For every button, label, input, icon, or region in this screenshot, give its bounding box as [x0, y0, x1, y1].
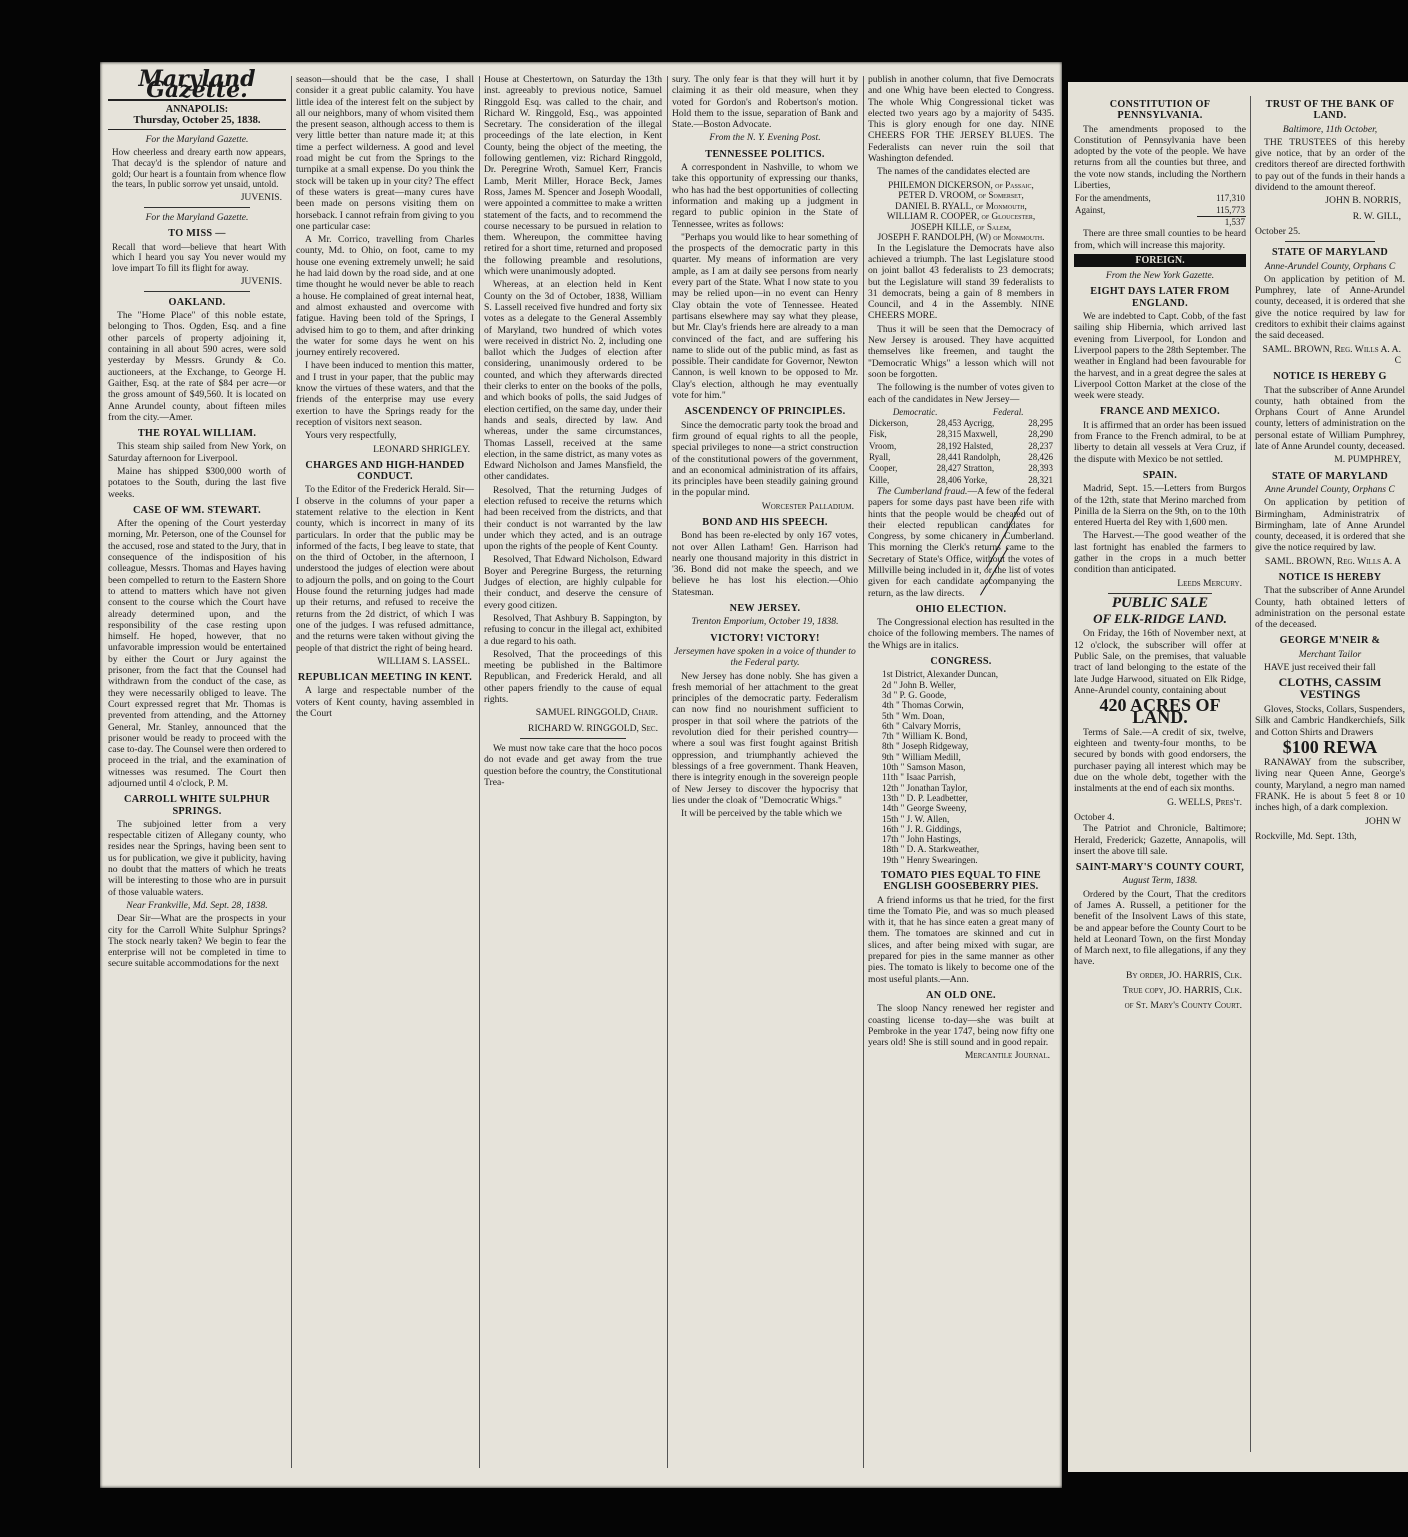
court-signature-2: True copy, JO. HARRIS, Clk. — [1122, 985, 1242, 997]
votes-cell: Kille, — [869, 474, 890, 485]
column-3 — [484, 74, 662, 1476]
tailor-subheading: Merchant Tailor — [1298, 648, 1362, 660]
poem1-intro: For the Maryland Gazette. — [145, 134, 249, 146]
acres-heading: 420 ACRES OF LAND. — [1099, 695, 1221, 727]
kent-resolved-1: Resolved, That the returning Judges of election refused to receive the returns which had been received from the districts, and that their conduct is not warranted by the law under which they acted, and is an outrage upon the rights of the people of Kent County. — [484, 484, 662, 553]
masthead-date: Thursday, October 25, 1838. — [108, 115, 286, 130]
kent-chair-signature: SAMUEL RINGGOLD, Chair. — [535, 707, 658, 719]
divider — [144, 291, 251, 292]
state-signature: SAML. BROWN, Reg. Wills A. A. C — [1262, 343, 1401, 366]
harvest-source: Leeds Mercury. — [1177, 577, 1242, 589]
trust-signature-2: R. W. GILL, — [1352, 210, 1401, 222]
ohio-member: 15th " J. W. Allen, — [882, 813, 950, 824]
votes-cell: Randolph, — [963, 452, 1001, 463]
poem2-text: Recall that word—believe that heart With which I heard you say You never would my love impart To fill its flight for away. — [112, 241, 286, 273]
ohio-member: 10th " Samson Mason, — [882, 762, 966, 773]
votes-table — [868, 407, 1054, 486]
spain-article: Madrid, Sept. 15.—Letters from Burgos of the 12th, state that Merino marched from Pinilla de la Sierra on the 9th, on to the 10th entered Huerta del Rey with 1,600 men. — [1074, 483, 1246, 529]
votes-cell: Maxwell, — [963, 429, 998, 440]
carroll-date: Near Frankville, Md. Sept. 28, 1838. — [126, 899, 268, 911]
stewart-heading: CASE OF WM. STEWART. — [132, 504, 261, 516]
vote-against-count: 115,773 — [1197, 205, 1246, 217]
treasury-article: We must now take care that the hoco pocos do not evade and get away from the true question before the country, the Constitutional Trea- — [484, 742, 662, 788]
cumberland-heading: The Cumberland fraud. — [877, 485, 968, 497]
tennessee-source: From the N. Y. Evening Post. — [709, 132, 821, 144]
new-jersey-article: New Jersey has done nobly. She has given a fresh memorial of her attachment to the great principles of the democratic party. Federalism can now find no nourishment sufficient to prosper in that soil where the patriots of the revolution died for their perished country—where a soul was first fought against British oppression, and triumphantly achieved the blessings of a free government. Thank Heaven, there is integrity enough in the sovereign people of New Jersey to discover the hypocrisy that lies under the cloak of "Democratic Whigs." — [672, 670, 858, 806]
springs-closing: Yours very respectfully, — [305, 430, 397, 442]
votes-cell: 28,315 — [936, 429, 962, 440]
sale-reprint: The Patriot and Chronicle, Baltimore; Herald, Frederick; Gazette, Annapolis, will insert the above till sale. — [1074, 823, 1246, 857]
votes-cell: 28,453 — [936, 418, 962, 429]
votes-row — [868, 463, 1054, 474]
candidates-list — [868, 180, 1054, 243]
pennsylvania-article: The amendments proposed to the Constitution of Pennsylvania have been adopted by the vote of the people. We have returns from all the counties but three, and the vote now stands, including the Northern Liberties, — [1074, 123, 1246, 192]
court-order: Ordered by the Court, That the creditors of James A. Russell, a petitioner for the benefit of the Insolvent Laws of this state, be and appear before the County Court to be held at Leonard Town, on the first Monday of March next, to file allegations, if any they have. — [1074, 888, 1246, 968]
ohio-member: 13th " D. P. Leadbetter, — [882, 792, 968, 803]
public-sale-heading: PUBLIC SALE — [1111, 594, 1209, 611]
ascendency-source: Worcester Palladium. — [761, 500, 854, 512]
england-heading: EIGHT DAYS LATER FROM ENGLAND. — [1090, 286, 1230, 309]
foreign-source: From the New York Gazette. — [1105, 270, 1215, 282]
column-rule — [291, 76, 292, 1468]
votes-cell: 28,406 — [936, 474, 962, 485]
foreign-heading: FOREIGN. — [1074, 254, 1246, 267]
votes-cell: Dickerson, — [869, 418, 909, 429]
trust-heading: TRUST OF THE BANK OF LAND. — [1265, 99, 1395, 122]
pennsylvania-heading: CONSTITUTION OF PENNSYLVANIA. — [1109, 99, 1211, 122]
carroll-letter: Dear Sir—What are the prospects in your city for the Carroll White Sulphur Springs? The stock nearly taken? We begin to fear the enterprise will not be completed in time to secure suitable accommodations for the next — [108, 913, 286, 970]
vote-for-count: 117,310 — [1216, 193, 1245, 204]
votes-header-democratic: Democratic. — [892, 406, 938, 417]
victory-subheading: Jerseymen have spoken in a voice of thunder to the Federal party. — [674, 645, 856, 669]
ascendency-article: Since the democratic party took the broad and firm ground of equal rights to all the people, special privileges to none—a strict construction of the constitutional powers of the government, and an economical administration of its affairs, its principles have been steadily gaining ground in the popular mind. — [672, 419, 858, 499]
treasury-continued: sury. The only fear is that they will hurt it by claiming it as their old measure, when they voted for Gordon's and Robertson's motion. Hold them to the issue, separation of Bank and State.—Boston Advocate. — [672, 74, 858, 131]
column-1 — [108, 66, 286, 1476]
france-mexico-heading: FRANCE AND MEXICO. — [1099, 406, 1220, 418]
pennsylvania-vote-table — [1074, 193, 1246, 228]
victory-heading: VICTORY! VICTORY! — [710, 632, 820, 644]
bond-article: Bond has been re-elected by only 167 votes, not over Allen Latham! Gen. Harrison had nearly one thousand majority in this district in '36. Bond did not make the speech, and we believe he has lost his election.—Ohio Statesman. — [672, 530, 858, 598]
charges-article: To the Editor of the Frederick Herald. Sir—I observe in the columns of your paper a statement relative to the election in Kent county, which is incorrect in many of its particulars. In order that the public may be informed of the facts, I beg leave to state, that on the third of October, in the afternoon, I understood the judges of election were about to adjourn the polls, and on going to the Court House found the returning judges had made up their returns, and refused to receive the returns from the 2d district, of which I was one of the judges. I was refused admittance, and the returns were taken without giving the people of that district the right of being heard. — [296, 484, 474, 654]
candidate-name: DANIEL B. RYALL, of Monmouth, — [895, 200, 1027, 211]
kent-secretary-signature: RICHARD W. RINGGOLD, Sec. — [528, 722, 658, 734]
cumberland-article — [868, 486, 1054, 599]
ohio-member: 7th " William K. Bond, — [882, 731, 968, 742]
kent-resolved-2: Resolved, That Edward Nicholson, Edward Boyer and Peregrine Burgess, the returning Judges of election, are highly culpable for their conduct, and deserve the censure of every good citizen. — [484, 554, 662, 611]
bond-heading: BOND AND HIS SPEECH. — [702, 516, 828, 528]
court-signature-1: By order, JO. HARRIS, Clk. — [1126, 969, 1242, 981]
royal-william-article: This steam ship sailed from New York, on Saturday afternoon for Liverpool. — [108, 441, 286, 464]
votes-row — [868, 475, 1054, 486]
trust-notice: THE TRUSTEES of this hereby give notice, that by an order of the creditors thereof are directed forthwith to pay out of the funds in their hands a dividend to the amount thereof. — [1255, 136, 1405, 194]
votes-cell: Aycrigg, — [963, 418, 995, 429]
new-jersey-source: Trenton Emporium, October 19, 1838. — [691, 616, 839, 628]
votes-cell: Fisk, — [869, 429, 887, 440]
tomato-article: A friend informs us that he tried, for the first time the Tomato Pie, and was so much pleased with it, that he has since eaten a great many of them. The tomatoes are skinned and cut in slices, and after being mixed with sugar, are prepared for pies in the same manner as other pies. The tomato is likely to become one of the most useful plants.—Ann. — [868, 894, 1054, 985]
new-jersey-heading: NEW JERSEY. — [729, 603, 801, 615]
tailor-text: HAVE just received their fall — [1264, 662, 1376, 674]
ohio-member: 16th " J. R. Giddings, — [882, 823, 962, 834]
state2-notice: On application by petition of Birmingham, Administratrix of Birmingham, late of Anne Arundel county, deceased, it is ordered that she give the notice required by law. — [1255, 497, 1405, 554]
candidates-intro: The names of the candidates elected are — [877, 166, 1030, 178]
reward-signature: JOHN W — [1365, 815, 1401, 827]
carroll-article: The subjoined letter from a very respectable citizen of Allegany county, who resides near the Springs, having been sent to us for publication, we give it publicity, having no doubt that the matters of which he treats will be interesting to those who are in pursuit of those valuable waters. — [108, 818, 286, 898]
next-page — [1068, 82, 1408, 1472]
votes-cell: 28,321 — [1028, 474, 1053, 485]
democracy-article: Thus it will be seen that the Democracy of New Jersey is aroused. They have acquitted themselves like freemen, and taught the "Democratic Whigs" a lesson which will not soon be forgotten. — [868, 323, 1054, 380]
cloths-heading: CLOTHS, CASSIM VESTINGS — [1278, 675, 1382, 701]
divider — [1108, 593, 1211, 594]
poem2-intro: For the Maryland Gazette. — [145, 212, 249, 224]
ohio-member: 2d " John B. Weller, — [882, 679, 956, 690]
ohio-member: 9th " William Medill, — [882, 751, 961, 762]
spain-heading: SPAIN. — [1142, 469, 1178, 481]
votes-cell: 28,427 — [936, 463, 962, 474]
maine-article: Maine has shipped $300,000 worth of potatoes to the South, during the last five weeks. — [108, 465, 286, 500]
stewart-article: After the opening of the Court yesterday morning, Mr. Peterson, one of the Counsel for the accused, rose and stated to the Jury, that in consequence of the indisposition of his colleague, Messrs. Thomas and Hayes having been compelled to return to the Eastern Shore to attend to matters which have not given consent to the course which the Court have already determined upon, and the responsibility of the case resting upon himself. He hoped, however, that no unfavorable impression would be entertained by either the Court or Jury against the prisoner, from the fact that the Counsel had withdrawn from the conduct of the case, as they were necessarily obliged to leave. The Court expressed regret that Mr. Thomas is prevented from attending, and the Attorney General, Mr. Stanley, announced that the prisoner would be ready to proceed with the case to-day. The Counsel were then ordered to proceed in the trial, and the examination of witnesses was resumed. The Court then adjourned until 4 o'clock, P. M. — [108, 518, 286, 789]
column-7 — [1255, 94, 1405, 1460]
state2-signature: SAML. BROWN, Reg. Wills A. A — [1264, 555, 1401, 567]
state-heading: STATE OF MARYLAND — [1271, 247, 1389, 259]
votes-cell: 28,237 — [1028, 440, 1053, 451]
candidate-name: PETER D. VROOM, of Somerset, — [898, 190, 1024, 201]
divider — [1285, 241, 1375, 242]
notice-text: That the subscriber of Anne Arundel county, hath obtained from the Orphans Court of Anne Arundel county, letters of administration on the personal estate of William Pumphrey, late of Anne Arundel county, deceased. — [1255, 384, 1405, 453]
ohio-member: 14th " George Sweeny, — [882, 803, 967, 814]
reward-date: Rockville, Md. Sept. 13th, — [1255, 830, 1357, 842]
votes-row — [868, 452, 1054, 463]
notice-signature: M. PUMPHREY, — [1334, 454, 1401, 466]
sale-article: On Friday, the 16th of November next, at 12 o'clock, the subscriber will offer at Public Sale, on the premises, that valuable tract of land belonging to the estate of the late Judge Harwood, situated on Elk Ridge, Anne-Arundel county, containing about — [1074, 628, 1246, 696]
column-2 — [296, 74, 474, 1476]
new-jersey-continued: It will be perceived by the table which we — [681, 808, 842, 820]
votes-cell: 28,192 — [936, 440, 962, 451]
votes-cell: 28,441 — [936, 452, 962, 463]
new-jersey-results: publish in another column, that five Democrats and one Whig have been elected to Congress. The whole Whig Congressional ticket was elected two years ago by a majority of 5435. This is glory enough for one day. NINE CHEERS FOR THE JERSEY BLUES. The Federalists can never ruin the soil that Washington defended. — [868, 74, 1054, 165]
charges-heading: CHARGES AND HIGH-HANDED CONDUCT. — [305, 459, 465, 483]
ohio-member: 11th " Isaac Parrish, — [882, 772, 956, 783]
trust-signature-1: JOHN B. NORRIS, — [1325, 195, 1401, 207]
ohio-member: 8th " Joseph Ridgeway, — [882, 741, 969, 752]
masthead-place: ANNAPOLIS: — [165, 103, 229, 115]
old-one-source: Mercantile Journal. — [964, 1050, 1050, 1062]
votes-cell: Yorke, — [963, 474, 988, 485]
column-rule — [1250, 96, 1251, 1452]
column-rule — [479, 76, 480, 1468]
kent-resolved-4: Resolved, That the proceedings of this meeting be published in the Baltimore Republican, and Frederick Herald, and all other papers friendly to the cause of equal rights. — [484, 648, 662, 706]
sale-signature: G. WELLS, Pres't. — [1167, 796, 1242, 808]
votes-cell: 28,290 — [1028, 429, 1053, 440]
candidate-name: WILLIAM R. COOPER, of Gloucester, — [886, 211, 1036, 222]
notice2-text: That the subscriber of Anne Arundel County, hath obtained letters of administration on the personal estate of the deceased. — [1255, 585, 1405, 631]
ohio-members-list — [868, 669, 1054, 865]
oakland-article: The "Home Place" of this noble estate, belonging to Thos. Ogden, Esq. and a fine other parcels of property adjoining it, containing in all about 590 acres, were sold yesterday by Messrs. Grundy & Co. auctioneers, at the Exchange, to George H. Gaither, Esq. at the rate of $84 per acre—or the gross amount of $49,560. It is located on Anne Arundel county, about fifteen miles from the city.—Amer. — [108, 310, 286, 423]
tennessee-article: "Perhaps you would like to hear something of the prospects of the democratic party in this quarter. My means of information are very ample, as I am at daily see persons from nearly every part of the State. What I now state to you may be relied upon—in no event can Henry Clay obtain the vote of Tennessee. Heated partisans elsewhere may say what they please, but Mr. Clay's friends here are already to a man convinced of the fact, and are suffering his name to slide out of the public mind, as fast as possible. Their candidate for Governor, Newton Cannon, is well known to be opposed to Mr. Clay's election, although he may eventually vote for him." — [672, 231, 858, 402]
springs-letter: season—should that be the case, I shall consider it a great public calamity. You have little idea of the interest felt on the subject by all our neighbors, many of whom visited them the present season, although access to them is very little better than nature made it; at this time a perfect wilderness. A good and level road might be cut from the Springs to the turnpike at a small expense. Do you think the stock will be taken up in your city? The effect of these waters is great—many cures have been made on persons visiting them on horseback. I cannot refrain from giving to you one particular case: — [296, 74, 474, 232]
kent-whereas: Whereas, at an election held in Kent County on the 3d of October, 1838, William S. Lassell received five hundred and forty six votes as a delegate to the General Assembly of Maryland, two hundred of which votes were received in district No. 2, including one ballot which the Judges of election after considering, unanimously ordered to be counted, and which they afterwards directed their clerks to enter on the books of the polls, and which books of polls, the said Judges of election certified, on the same day, under their hands and seals, directed by law. And whereas, under the same circumstances, Thomas Lassell, received at the same election, in the same district, as many votes as Edward Nicholson and James Mansfield, the other candidates. — [484, 279, 662, 483]
tennessee-intro: A correspondent in Nashville, to whom we take this opportunity of expressing our thanks, who has had the best opportunities of collecting information and making up a judgment in regard to public opinion in the State of Tennessee, writes as follows: — [672, 162, 858, 230]
kent-resolved-3: Resolved, That Ashbury B. Sappington, by refusing to concur in the illegal act, exhibited a due regard to his oath. — [484, 612, 662, 647]
pennsylvania-note: There are three small counties to be heard from, which will increase this majority. — [1074, 228, 1246, 251]
votes-cell: Cooper, — [869, 463, 898, 474]
poem1-signature: JUVENIS. — [240, 191, 282, 203]
state-notice: On application by petition of M. Pumphrey, late of Anne-Arundel county, deceased, it is ordered that she give the notice required by law for creditors to exhibit their claims against the said deceased. — [1255, 273, 1405, 342]
votes-intro: The following is the number of votes given to each of the candidates in New Jersey— — [868, 382, 1054, 405]
ohio-member: 4th " Thomas Corwin, — [882, 700, 964, 711]
divider — [520, 738, 627, 739]
tomato-heading: TOMATO PIES EQUAL TO FINE ENGLISH GOOSEBERRY PIES. — [881, 870, 1041, 893]
sale-terms: Terms of Sale.—A credit of six, twelve, eighteen and twenty-four months, to be secured by bonds with good endorsers, the purchaser paying all interest which may be due on the whole debt, together with the instalments at the end of each six months. — [1074, 726, 1246, 795]
poem2-title: TO MISS — — [168, 228, 226, 240]
court-heading: SAINT-MARY'S COUNTY COURT, — [1075, 862, 1245, 874]
ohio-member: 17th " John Hastings, — [882, 834, 961, 845]
ohio-member: 1st District, Alexander Duncan, — [882, 669, 999, 680]
divider — [144, 207, 251, 208]
reward-heading: $100 REWA — [1282, 736, 1378, 757]
ohio-member: 18th " D. A. Starkweather, — [882, 844, 980, 855]
old-one-article: The sloop Nancy renewed her register and coasting license to-day—she was built at Pembroke in the year 1747, being now fifty one years old! She is still sound and in good repair. — [868, 1003, 1054, 1049]
votes-cell: Stratton, — [963, 463, 995, 474]
ohio-heading: OHIO ELECTION. — [915, 603, 1007, 615]
ohio-member: 3d " P. G. Goode, — [882, 689, 947, 700]
votes-cell: Halsted, — [963, 440, 994, 451]
state2-heading: STATE OF MARYLAND — [1271, 470, 1389, 482]
vote-against-label: Against, — [1075, 204, 1106, 215]
ohio-member: 5th " Wm. Doan, — [882, 710, 945, 721]
candidate-name: JOSEPH KILLE, of Salem, — [910, 221, 1012, 232]
ascendency-heading: ASCENDENCY OF PRINCIPLES. — [684, 406, 846, 418]
column-4 — [672, 74, 858, 1476]
tailor-goods: Gloves, Stocks, Collars, Suspenders, Silk and Cambric Handkerchiefs, Silk and Cotton Shirts and Drawers — [1255, 703, 1405, 738]
tailor-heading: GEORGE M'NEIR & — [1279, 635, 1381, 647]
france-mexico-article: It is affirmed that an order has been issued from France to the French admiral, to be at liberty to detain all vessels at Vera Cruz, if the dispute with Mexico be not settled. — [1074, 419, 1246, 465]
votes-cell: 28,426 — [1028, 452, 1053, 463]
meeting-article: A large and respectable number of the voters of Kent county, having assembled in the Court — [296, 685, 474, 720]
votes-cell: Vroom, — [869, 440, 897, 451]
springs-letter-3: I have been induced to mention this matter, and I trust in your paper, that the public may know the virtues of these waters, and that the friends of the enterprise may use every exertion to have the Springs ready for the reception of visitors next season. — [296, 360, 474, 428]
votes-cell: 28,393 — [1028, 463, 1053, 474]
notice2-heading: NOTICE IS HEREBY — [1278, 571, 1382, 583]
cumberland-text: —A few of the federal papers for some days past have been rife with hints that the people would be cheated out of their elected republican candidates for Congress, by some chicanery in Cumberland. This morning the Clerk's returns came to the Secretary of State's Office, without the votes of Millville being included in it, or the list of votes given for each candidate accompanying the return, as the law directs. — [868, 485, 1054, 599]
column-rule — [667, 76, 668, 1468]
old-one-heading: AN OLD ONE. — [926, 989, 996, 1001]
votes-row — [868, 441, 1054, 452]
royal-william-heading: THE ROYAL WILLIAM. — [137, 428, 257, 440]
springs-letter-2: A Mr. Corrico, travelling from Charles county, Md. to Ohio, on foot, came to my house one evening extremely unwell; he said he had laid down by the road side, and at one time thought he would never be able to reach a house. He complained of great internal heat, and almost exhausted and overcome with fatigue. Having been told of the Springs, I advised him to go to them, and after drinking the water for some days he went on his journey entirely recovered. — [296, 234, 474, 359]
harvest-article: The Harvest.—The good weather of the last fortnight has enabled the farmers to gather in the crops in a much better condition than anticipated. — [1074, 530, 1246, 576]
congress-heading: CONGRESS. — [930, 656, 992, 668]
poem1-text: How cheerless and dreary earth now appears, That decay'd is the splendor of nature and gold; Our heart is a fountain from whence flow the tears, In public sorrow yet unsaid, untold. — [112, 147, 286, 190]
vote-majority: 1,537 — [1224, 216, 1245, 227]
reward-text: RANAWAY from the subscriber, living near Queen Anne, George's county, Maryland, a negro man named FRANK. He is about 5 feet 8 or 10 inches high, of a dark complexion. — [1255, 757, 1405, 814]
oakland-heading: OAKLAND. — [168, 296, 226, 308]
votes-header-federal: Federal. — [992, 406, 1024, 417]
ohio-member: 6th " Calvary Morris, — [882, 720, 961, 731]
ohio-member: 19th " Henry Swearingen. — [882, 854, 978, 865]
vote-for-label: For the amendments, — [1075, 193, 1151, 204]
state-subheading: Anne-Arundel County, Orphans C — [1264, 260, 1396, 272]
tennessee-heading: TENNESSEE POLITICS. — [705, 148, 825, 160]
england-article: We are indebted to Capt. Cobb, of the fast sailing ship Hibernia, which arrived last evening from Liverpool, for London and Liverpool papers to the 28th September. The weather in England had been favourable for the harvest, and in a great degree the sales at Liverpool Cotton Market at the close of the week were steady. — [1074, 311, 1246, 402]
notice-heading: NOTICE IS HEREBY G — [1273, 371, 1387, 383]
kent-meeting-text: House at Chestertown, on Saturday the 13th inst. agreeably to previous notice, Samuel Ringgold Esq. was called to the chair, and Richard W. Ringgold, Esq., was appointed Secretary. The consideration of the illegal proceedings of the late election, in Kent County, being the object of the meeting, the following gentlemen, viz: Richard Ringgold, Dr. Peregrine Wroth, Samuel Kerr, Francis Lamb, Merit Miller, Horace Beck, James Ross, James M. Spencer and Joseph Woodall, were appointed a committee to make a written statement of the facts, and to recommend the course necessary to be pursued in relation to them. Whereupon, the committee having retired for a short time, returned and proposed the following preamble and resolutions, which were unanimously adopted. — [484, 74, 662, 278]
column-6 — [1074, 94, 1246, 1460]
charges-signature: WILLIAM S. LASSEL. — [377, 655, 470, 667]
column-rule — [863, 76, 864, 1468]
candidate-name: JOSEPH F. RANDOLPH, (W) of Monmouth. — [877, 232, 1045, 243]
legislature-article: In the Legislature the Democrats have also achieved a triumph. The last Legislature stood on joint ballot 43 federalists to 23 democrats; but the Legislature will stand 39 federalists to 31 democrats, being a gain of 8 members in Council, and 4 in the Assembly. NINE CHEERS MORE. — [868, 242, 1054, 322]
masthead-title: Maryland Gazette. — [108, 74, 286, 101]
elk-ridge-heading: OF ELK-RIDGE LAND. — [1093, 611, 1227, 627]
springs-signature: LEONARD SHRIGLEY. — [373, 443, 470, 455]
votes-cell: 28,295 — [1028, 418, 1053, 429]
court-signature-3: of St. Mary's County Court. — [1124, 1000, 1242, 1012]
newspaper-page — [100, 62, 1062, 1488]
trust-date: Baltimore, 11th October, — [1282, 123, 1378, 135]
ohio-intro: The Congressional election has resulted in the choice of the following members. The names of the Whigs are in italics. — [868, 617, 1054, 651]
votes-cell: Ryall, — [869, 452, 891, 463]
trust-date-2: October 25. — [1255, 225, 1301, 237]
sale-date: October 4. — [1074, 811, 1115, 823]
votes-row — [868, 418, 1054, 429]
votes-row — [868, 429, 1054, 440]
meeting-heading: REPUBLICAN MEETING IN KENT. — [297, 672, 473, 684]
court-term: August Term, 1838. — [1122, 875, 1198, 887]
carroll-heading: CARROLL WHITE SULPHUR SPRINGS. — [124, 794, 270, 817]
poem2-signature: JUVENIS. — [240, 275, 282, 287]
column-5 — [868, 74, 1054, 1476]
candidate-name: PHILEMON DICKERSON, of Passaic, — [888, 179, 1034, 190]
state2-subheading: Anne Arundel County, Orphans C — [1265, 483, 1395, 495]
ohio-member: 12th " Jonathan Taylor, — [882, 782, 968, 793]
